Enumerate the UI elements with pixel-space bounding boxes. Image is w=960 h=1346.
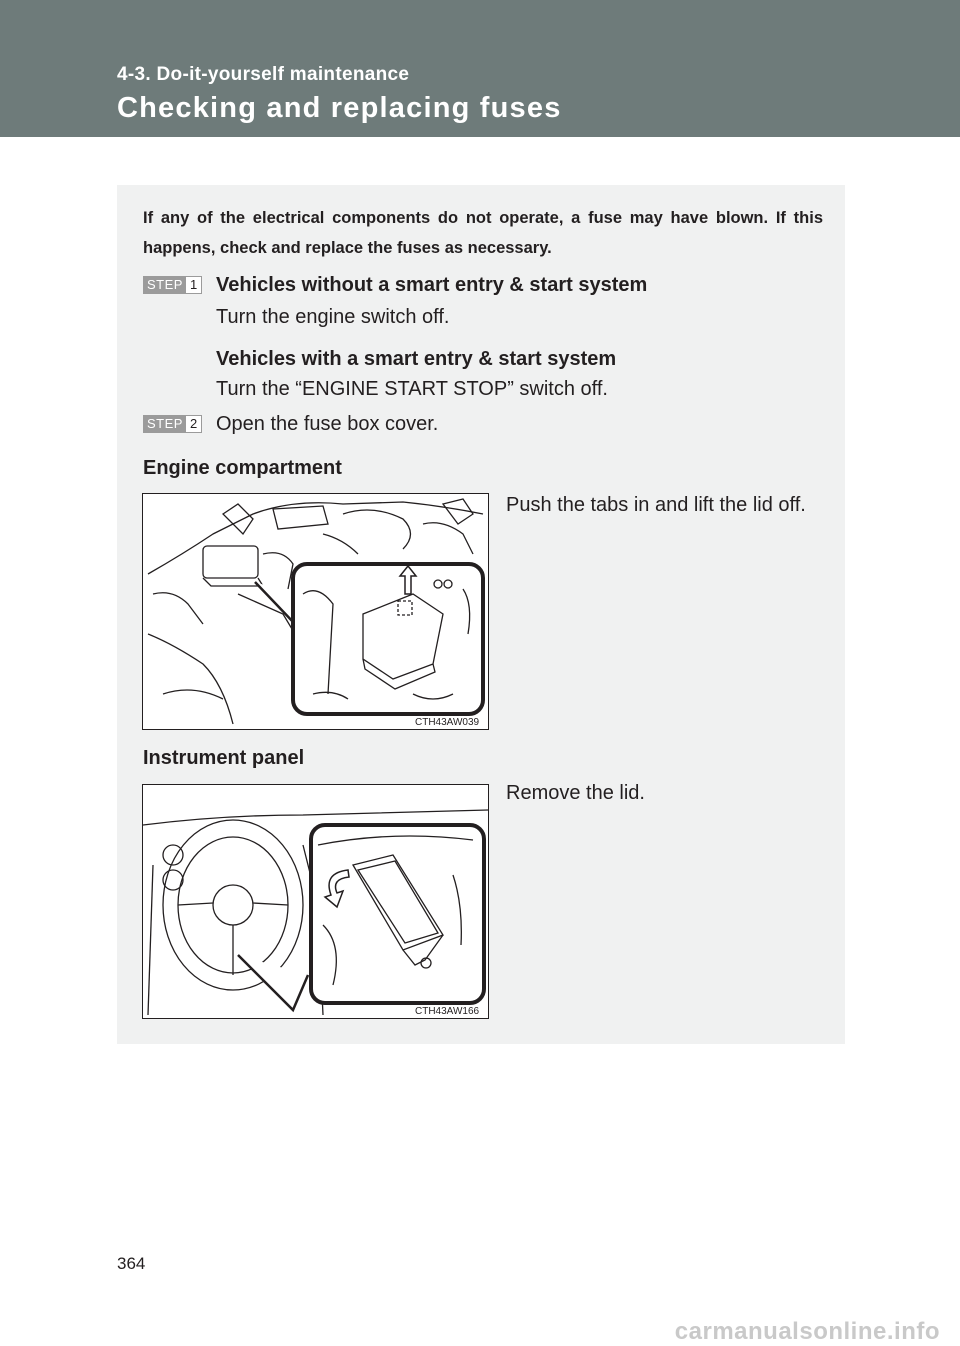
step-word: STEP	[144, 277, 186, 293]
engine-compartment-heading: Engine compartment	[143, 457, 342, 479]
engine-figure-code: CTH43AW039	[415, 717, 480, 728]
step-1-heading-a: Vehicles without a smart entry & start system	[216, 274, 648, 296]
step-1-heading-b: Vehicles with a smart entry & start system	[216, 348, 617, 370]
engine-fuse-box-figure	[142, 493, 489, 730]
step-1-badge	[143, 276, 202, 294]
section-label: 4-3. Do-it-yourself maintenance	[117, 64, 410, 85]
intro-paragraph: If any of the electrical components do not operate, a fuse may have blown. If this happens, check and replace the fuses as necessary.	[143, 209, 823, 257]
watermark: carmanualsonline.info	[674, 1318, 940, 1345]
page-header	[0, 0, 960, 137]
step-word: STEP	[144, 416, 186, 432]
instrument-panel-heading: Instrument panel	[143, 747, 305, 769]
instrument-illustration	[143, 785, 488, 1018]
step-2-badge	[143, 415, 202, 433]
step-1-text-a: Turn the engine switch off.	[216, 306, 450, 328]
engine-illustration	[143, 494, 488, 729]
instrument-instruction: Remove the lid.	[506, 782, 645, 804]
step-number: 1	[189, 277, 198, 292]
instrument-fuse-box-figure	[142, 784, 489, 1019]
instrument-figure-code: CTH43AW166	[415, 1006, 480, 1017]
engine-instruction: Push the tabs in and lift the lid off.	[506, 494, 806, 516]
step-1-text-b: Turn the “ENGINE START STOP” switch off.	[216, 378, 608, 400]
page-title: Checking and replacing fuses	[117, 92, 562, 124]
step-number: 2	[189, 416, 198, 431]
step-2-text: Open the fuse box cover.	[216, 413, 439, 435]
page-number: 364	[117, 1254, 146, 1273]
